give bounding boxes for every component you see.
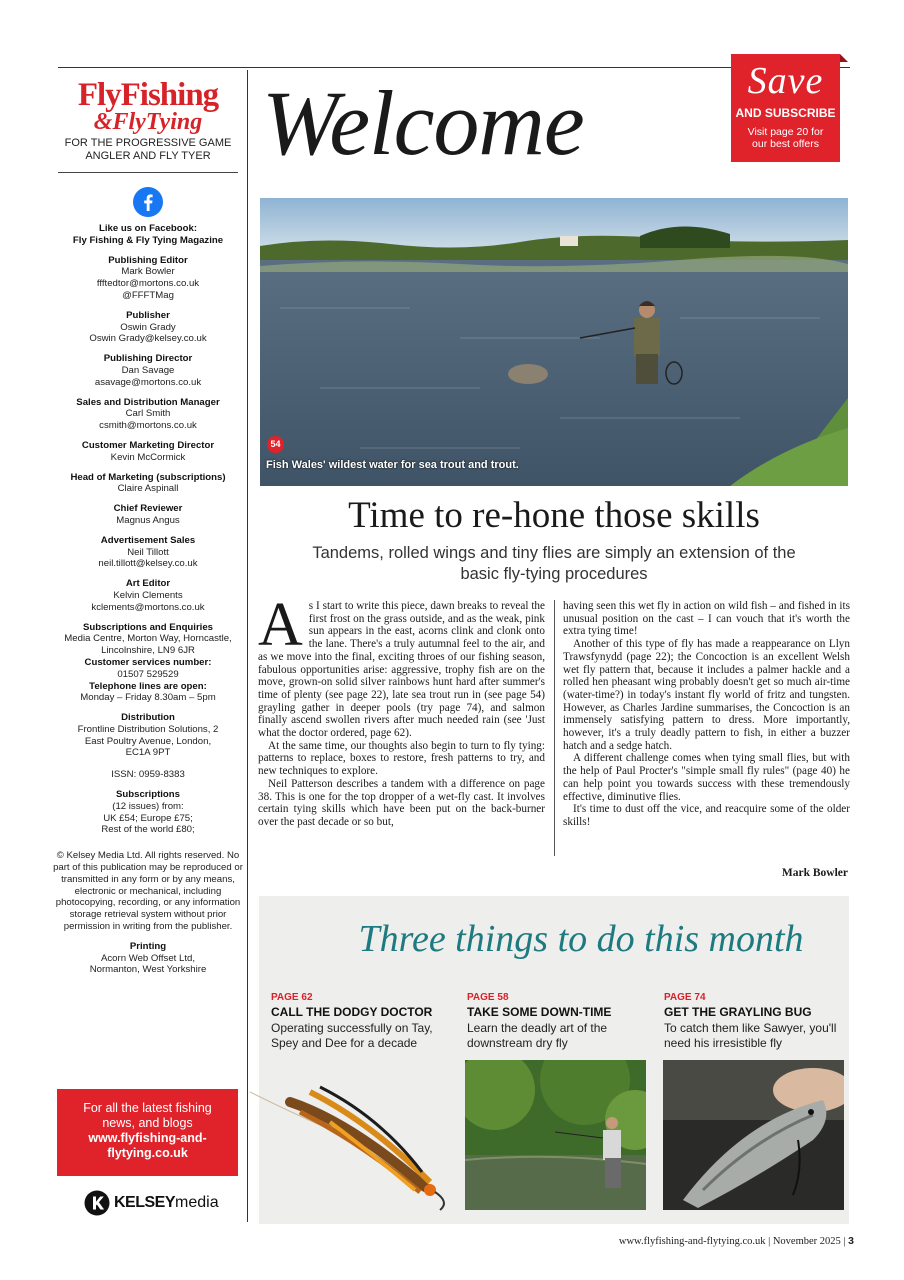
logo-flyfishing: FlyFishing [77, 77, 219, 113]
article-paragraph: A different challenge comes when tying small flies, but with the help of Paul Procter's "simple small fly rules" (page 40) he can help point you towards success with these tremendously effective, diminutive flies. [563, 752, 850, 803]
staff-advertisement-sales [52, 535, 244, 570]
printing-heading: Printing [129, 940, 167, 952]
distribution-text: Frontline Distribution Solutions, 2 East Poultry Avenue, London, EC1A 9PT [77, 723, 219, 759]
staff-sales-manager [52, 397, 244, 432]
hero-page-number: 54 [267, 436, 284, 453]
save-line: Visit page 20 for [747, 126, 824, 138]
issn: ISSN: 0959-8383 [111, 769, 185, 781]
staff-role: Sales and Distribution Manager [76, 396, 220, 408]
promo-url[interactable]: flytying.co.uk [107, 1146, 188, 1160]
staff-name: Kevin McCormick [110, 451, 186, 463]
thing-desc: To catch them like Sawyer, you'll need his irresistible fly [664, 1021, 837, 1050]
staff-head-of-marketing [52, 472, 244, 496]
staff-email[interactable]: Oswin Grady@kelsey.co.uk [89, 333, 207, 345]
hours-heading: Telephone lines are open: [89, 680, 207, 692]
subscriptions-block [52, 789, 244, 836]
staff-email[interactable]: ffftedtor@mortons.co.uk [96, 278, 200, 290]
staff-role: Customer Marketing Director [81, 439, 215, 451]
contact-address: Media Centre, Morton Way, Horncastle, Lincolnshire, LN9 6JR [64, 633, 232, 657]
staff-name: Magnus Angus [116, 514, 180, 526]
tagline: FOR THE PROGRESSIVE GAME ANGLER AND FLY TYER [64, 137, 232, 162]
logo-flytying: &FlyTying [93, 109, 203, 135]
article-paragraph: Another of this type of fly has made a reappearance on Llyn Trawsfynydd (page 22); the Concoction is an excellent Welsh wet fly pattern that, because it includes a palmer hackle and a rolled hen pheasant wing probably doesn't get so much air-time (water-time?) in today's instant fly world of fritz and tungsten. However, as Charles Jardine summarises, the Concoction is an immensely satisfying pattern to dress. More importantly, however, it's a truly deadly pattern to fish, in either a buzzer hatch and a sedge hatch. [563, 638, 850, 752]
staff-email[interactable]: csmith@mortons.co.uk [99, 420, 197, 432]
thing-desc: Learn the deadly art of the downstream dry fly [467, 1021, 608, 1050]
staff-email[interactable]: asavage@mortons.co.uk [94, 376, 202, 388]
three-things-title: Three things to do this month [358, 918, 804, 960]
tagline-rule [58, 172, 238, 173]
kelsey-wordmark: KELSEYmedia [114, 1194, 219, 1211]
angler-river-photo [465, 1060, 646, 1210]
thing-title: TAKE SOME DOWN-TIME [467, 1005, 612, 1019]
subscriptions-heading: Subscriptions [116, 789, 180, 801]
staff-role: Publishing Editor [108, 254, 188, 266]
staff-name: Carl Smith [125, 408, 171, 420]
contact-heading: Subscriptions and Enquiries [82, 621, 214, 633]
page-title: Welcome [262, 72, 584, 174]
staff-name: Neil Tillott [127, 546, 169, 558]
hero-photo [260, 198, 848, 486]
copyright-notice: © Kelsey Media Ltd. All rights reserved. No part of this publication may be reproduced or transmitted in any form or by any means, electronic or mechanical, including photocopying, recording, or any information storage retrieval system without prior permission in writing from the publisher. [53, 850, 243, 933]
distribution-block [52, 712, 244, 759]
footer-issue: November 2025 [772, 1236, 841, 1247]
cs-number[interactable]: 01507 529529 [117, 668, 179, 680]
website-promo-box[interactable] [57, 1089, 238, 1176]
thing-title: CALL THE DODGY DOCTOR [271, 1005, 433, 1019]
save-script: Save [747, 60, 824, 102]
facebook-icon[interactable] [133, 187, 163, 217]
facebook-promo [52, 223, 244, 247]
article-column-right [563, 600, 850, 829]
staff-role: Head of Marketing (subscriptions) [70, 471, 226, 483]
staff-publishing-editor [52, 255, 244, 302]
staff-name: Oswin Grady [120, 321, 176, 333]
kelsey-media-logo [84, 1189, 219, 1217]
staff-chief-reviewer [52, 503, 244, 527]
page-footer [619, 1235, 854, 1247]
staff-name: Mark Bowler [121, 266, 175, 278]
footer-separator: | [768, 1236, 771, 1247]
promo-text: For all the latest fishing [83, 1101, 212, 1115]
article-paragraph: It's time to dust off the vice, and reacquire some of the older skills! [563, 803, 850, 828]
article-headline: Time to re-hone those skills [348, 495, 760, 536]
save-subtitle: AND SUBSCRIBE [735, 106, 836, 120]
cs-heading: Customer services number: [84, 656, 212, 668]
staff-role: Advertisement Sales [100, 534, 196, 546]
promo-url[interactable]: www.flyfishing-and- [88, 1131, 207, 1145]
footer-url[interactable]: www.flyfishing-and-flytying.co.uk [618, 1236, 766, 1247]
grayling-photo [663, 1060, 844, 1210]
staff-publishing-director [52, 353, 244, 388]
staff-role: Art Editor [125, 578, 171, 590]
salmon-fly-image [250, 1062, 455, 1212]
badge-fold [840, 54, 848, 62]
printing-line: Acorn Web Offset Ltd, [100, 952, 196, 964]
staff-name: Dan Savage [121, 364, 175, 376]
promo-text: news, and blogs [102, 1116, 193, 1130]
kelsey-k-icon [84, 1190, 110, 1216]
distribution-heading: Distribution [121, 712, 175, 724]
staff-name: Kelvin Clements [113, 589, 183, 601]
staff-twitter[interactable]: @FFFTMag [122, 289, 174, 301]
staff-customer-marketing [52, 440, 244, 464]
printing-line: Normanton, West Yorkshire [89, 964, 207, 976]
thing-card[interactable] [271, 992, 451, 1051]
thing-page: PAGE 62 [271, 992, 313, 1003]
subscriptions-line: UK £54; Europe £75; [103, 812, 193, 824]
article-paragraph: Neil Patterson describes a tandem with a difference on page 38. This is one for the top dropper of a wet-fly cast. It involves certain tying skills which have been put on the back-burner over the past decade or so but, [258, 777, 545, 828]
staff-role: Chief Reviewer [113, 503, 183, 515]
save-line: our best offers [752, 138, 819, 150]
footer-separator: | [843, 1236, 846, 1247]
article-paragraph: At the same time, our thoughts also begin to turn to fly tying: patterns to replace, boxes to restore, fresh patterns to try, and new techniques to explore. [258, 739, 545, 778]
contact-block [52, 622, 244, 705]
hero-caption: Fish Wales' wildest water for sea trout and trout. [266, 459, 519, 471]
hours: Monday – Friday 8.30am – 5pm [80, 692, 216, 704]
staff-role: Publisher [126, 309, 170, 321]
staff-publisher [52, 310, 244, 345]
subscriptions-line: Rest of the world £80; [101, 824, 195, 836]
article-paragraph: having seen this wet fly in action on wild fish – and fished in its unusual position on the cast – I can vouch that it's worth the extra tying time! [563, 600, 850, 638]
staff-name: Claire Aspinall [117, 483, 179, 495]
masthead-sidebar [52, 77, 244, 976]
thing-desc: Operating successfully on Tay, Spey and Dee for a decade [271, 1021, 433, 1050]
thing-title: GET THE GRAYLING BUG [664, 1005, 812, 1019]
thing-page: PAGE 58 [467, 992, 509, 1003]
staff-email[interactable]: neil.tillott@kelsey.co.uk [98, 558, 198, 570]
drop-cap: A [258, 591, 303, 659]
page-number: 3 [848, 1235, 854, 1247]
facebook-label: Like us on Facebook: [98, 223, 198, 234]
article-column-left [258, 591, 545, 829]
three-things-title-wrap [0, 917, 904, 961]
staff-role: Publishing Director [103, 353, 193, 365]
subscriptions-line: (12 issues) from: [112, 800, 184, 812]
article-paragraph: As I start to write this piece, dawn breaks to reveal the first frost on the grass outside, and as the weak, pink sun appears in the east, acorns clink and clonk onto the lane. There's a truly autumnal feel to the air, and as we move into the final, exciting throes of our fishing season, fabulous opportunities arise: aggressive, trophy fish are on the move, grown-on solid silver rainbows hunt hard after summer's time of plenty (see page 22), late sea trout run in (see page 54) grayling gather in deeper pools (try page 74), and salmon finally ascend swollen rivers after much needed rain (see 'Just what the doctor ordered, page 62). [258, 591, 545, 740]
column-divider [247, 70, 248, 1222]
thing-card[interactable] [664, 992, 844, 1051]
save-subscribe-badge[interactable] [731, 54, 840, 162]
staff-art-editor [52, 578, 244, 613]
thing-page: PAGE 74 [664, 992, 706, 1003]
thing-card[interactable] [467, 992, 647, 1051]
facebook-page-name[interactable]: Fly Fishing & Fly Tying Magazine [72, 234, 224, 246]
article-column-divider [554, 600, 555, 856]
article-standfirst: Tandems, rolled wings and tiny flies are simply an extension of the basic fly-tying procedures [312, 544, 796, 583]
article-byline: Mark Bowler [781, 867, 848, 879]
staff-email[interactable]: kclements@mortons.co.uk [91, 601, 205, 613]
